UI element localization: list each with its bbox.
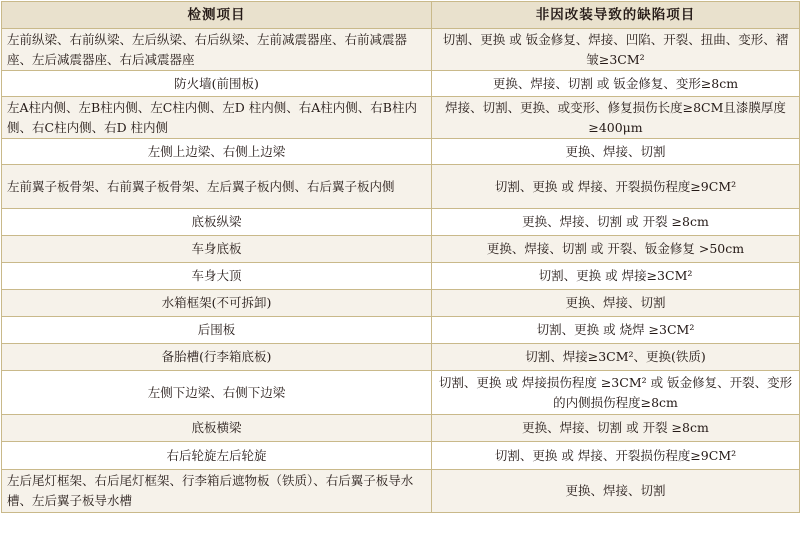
table-row xyxy=(2,415,800,442)
table-row xyxy=(2,371,800,415)
table-row xyxy=(2,263,800,290)
defect-cell: 更换、焊接、切割 或 开裂、钣金修复 >50cm xyxy=(432,236,800,263)
inspection-item-cell: 右后轮旋左后轮旋 xyxy=(2,442,432,470)
inspection-item-cell: 底板纵梁 xyxy=(2,209,432,236)
defect-cell: 切割、更换 或 焊接≥3CM² xyxy=(432,263,800,290)
inspection-item-cell: 备胎槽(行李箱底板) xyxy=(2,344,432,371)
defect-cell: 切割、更换 或 焊接、开裂损伤程度≥9CM² xyxy=(432,442,800,470)
inspection-item-cell: 车身底板 xyxy=(2,236,432,263)
table-row xyxy=(2,317,800,344)
table-body xyxy=(2,29,800,513)
inspection-item-cell: 左后尾灯框架、右后尾灯框架、行李箱后遮物板（铁质）、右后翼子板导水槽、左后翼子板导水槽 xyxy=(2,470,432,513)
defect-cell: 焊接、切割、更换、或变形、修复损伤长度≥8CM且漆膜厚度≥400μm xyxy=(432,97,800,139)
inspection-item-cell: 后围板 xyxy=(2,317,432,344)
inspection-item-cell: 底板横梁 xyxy=(2,415,432,442)
defect-cell: 切割、焊接≥3CM²、更换(铁质) xyxy=(432,344,800,371)
inspection-item-cell: 左侧下边梁、右侧下边梁 xyxy=(2,371,432,415)
defect-cell: 更换、焊接、切割 或 钣金修复、变形≥8cm xyxy=(432,71,800,97)
defect-cell: 更换、焊接、切割 xyxy=(432,470,800,513)
inspection-item-cell: 水箱框架(不可拆卸) xyxy=(2,290,432,317)
inspection-item-cell: 车身大顶 xyxy=(2,263,432,290)
table-row xyxy=(2,470,800,513)
inspection-item-cell: 左A柱内侧、左B柱内侧、左C柱内侧、左D 柱内侧、右A柱内侧、右B柱内侧、右C柱内侧、右D 柱内侧 xyxy=(2,97,432,139)
table-row xyxy=(2,236,800,263)
inspection-item-cell: 左前纵梁、右前纵梁、左后纵梁、右后纵梁、左前减震器座、右前减震器座、左后减震器座、右后减震器座 xyxy=(2,29,432,71)
defect-cell: 切割、更换 或 焊接、开裂损伤程度≥9CM² xyxy=(432,165,800,209)
defect-cell: 更换、焊接、切割 或 开裂 ≥8cm xyxy=(432,415,800,442)
table-row xyxy=(2,442,800,470)
inspection-item-cell: 左侧上边梁、右侧上边梁 xyxy=(2,139,432,165)
defect-cell: 切割、更换 或 焊接损伤程度 ≥3CM² 或 钣金修复、开裂、变形的内侧损伤程度≥8cm xyxy=(432,371,800,415)
defect-cell: 切割、更换 或 烧焊 ≥3CM² xyxy=(432,317,800,344)
header-defect-item: 非因改装导致的缺陷项目 xyxy=(432,2,800,29)
defect-cell: 更换、焊接、切割 或 开裂 ≥8cm xyxy=(432,209,800,236)
inspection-item-cell: 左前翼子板骨架、右前翼子板骨架、左后翼子板内侧、右后翼子板内侧 xyxy=(2,165,432,209)
defect-cell: 切割、更换 或 钣金修复、焊接、凹陷、开裂、扭曲、变形、褶皱≥3CM² xyxy=(432,29,800,71)
defect-cell: 更换、焊接、切割 xyxy=(432,139,800,165)
table-row xyxy=(2,29,800,71)
table-row xyxy=(2,344,800,371)
inspection-item-cell: 防火墙(前围板) xyxy=(2,71,432,97)
table-row xyxy=(2,71,800,97)
header-row xyxy=(2,2,800,29)
table-header xyxy=(2,2,800,29)
table-row xyxy=(2,97,800,139)
defect-cell: 更换、焊接、切割 xyxy=(432,290,800,317)
table-row xyxy=(2,139,800,165)
inspection-table xyxy=(1,1,800,513)
table-row xyxy=(2,209,800,236)
header-inspection-item: 检测项目 xyxy=(2,2,432,29)
table-row xyxy=(2,165,800,209)
table-row xyxy=(2,290,800,317)
